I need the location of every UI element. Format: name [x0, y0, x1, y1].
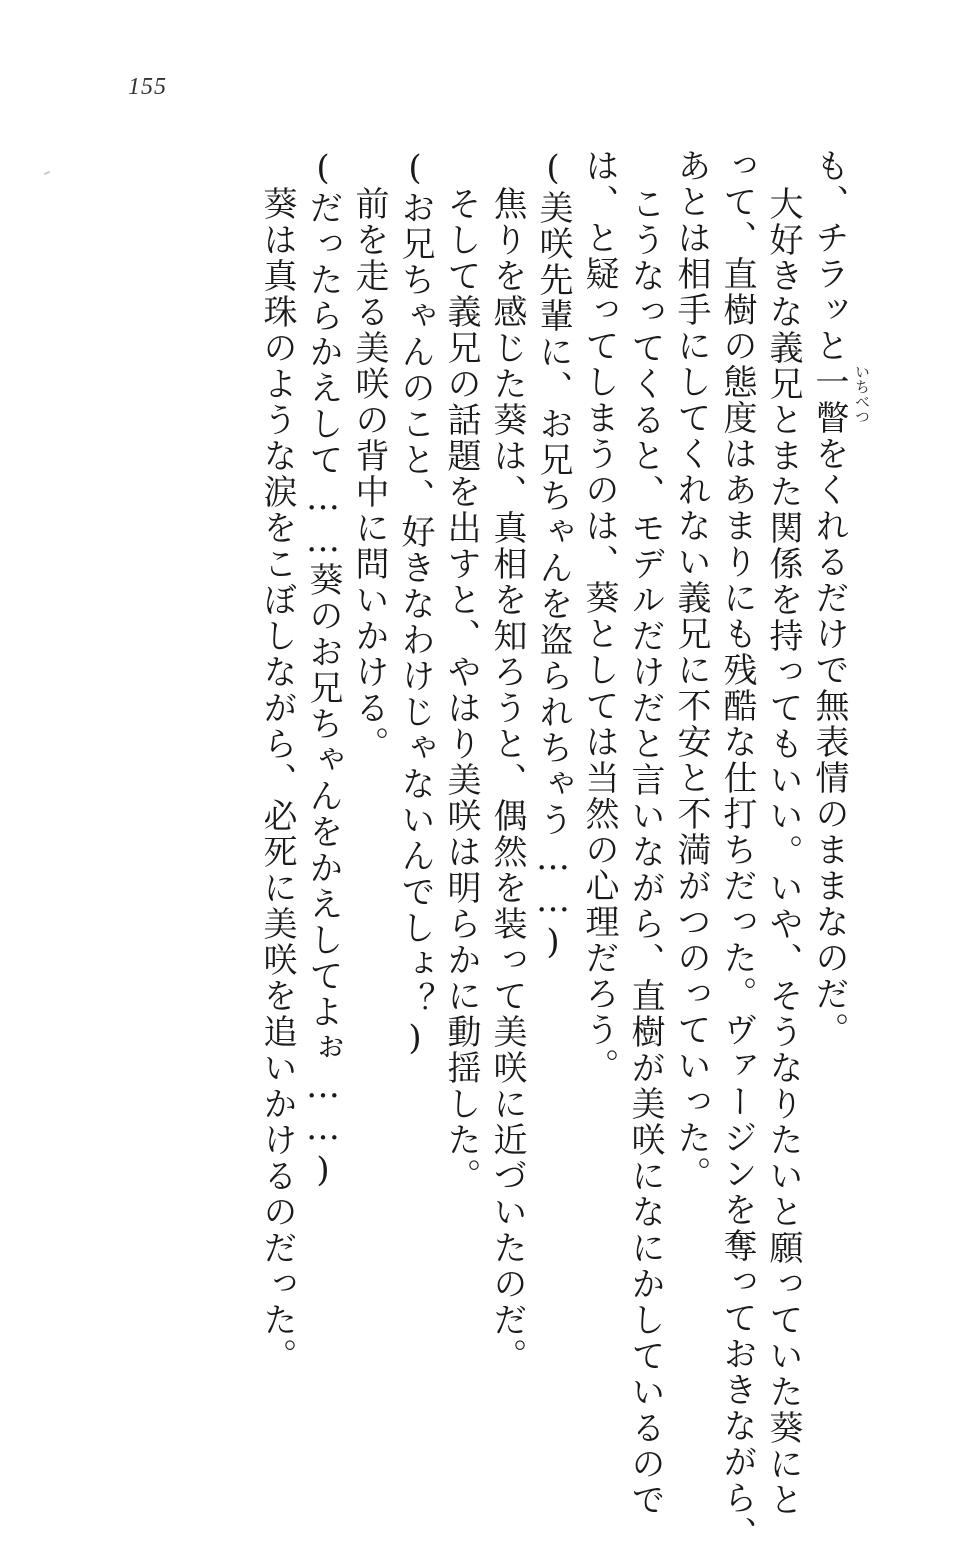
- text-line-6: は、と疑ってしまうのは、葵としては当然の心理だろう。: [579, 148, 619, 1084]
- text-line-2: 大好きな義兄とまた関係を持ってもいい。いや、そうなりたいと願っていた葵にと: [763, 186, 803, 1518]
- text-line-13: 葵は真珠のような涙をこぼしながら、必死に美咲を追いかけるのだった。: [257, 186, 297, 1374]
- text-line-4: あとは相手にしてくれない義兄に不安と不満がつのっていった。: [671, 148, 711, 1192]
- ruby-reading-ichibetsu: いちべつ: [853, 364, 871, 424]
- text-line-11: 前を走る美咲の背中に問いかける。: [349, 186, 389, 762]
- page-number: 155: [128, 74, 167, 100]
- text-line-9: そして義兄の話題を出すと、やはり美咲は明らかに動揺した。: [441, 186, 481, 1194]
- text-line-5: こうなってくると、モデルだけだと言いながら、直樹が美咲になにかしているので: [625, 186, 665, 1518]
- text-line-10: (お兄ちゃんのこと、好きなわけじゃないんでしょ？): [395, 148, 435, 1060]
- vertical-text-block: [240, 148, 871, 1552]
- text-line-12: (だったらかえして……葵のお兄ちゃんをかえしてよぉ……): [303, 148, 343, 1192]
- scan-speck: [44, 171, 50, 175]
- text-line-8: 焦りを感じた葵は、真相を知ろうと、偶然を装って美咲に近づいたのだ。: [487, 186, 527, 1374]
- text-line-3: って、直樹の態度はあまりにも残酷な仕打ちだった。ヴァージンを奪っておきながら、: [717, 148, 757, 1552]
- text-line-7: (美咲先輩に、お兄ちゃんを盗られちゃう……): [533, 148, 573, 964]
- text-line-1: も、チラッと一瞥をくれるだけで無表情のままなのだ。: [809, 148, 849, 1048]
